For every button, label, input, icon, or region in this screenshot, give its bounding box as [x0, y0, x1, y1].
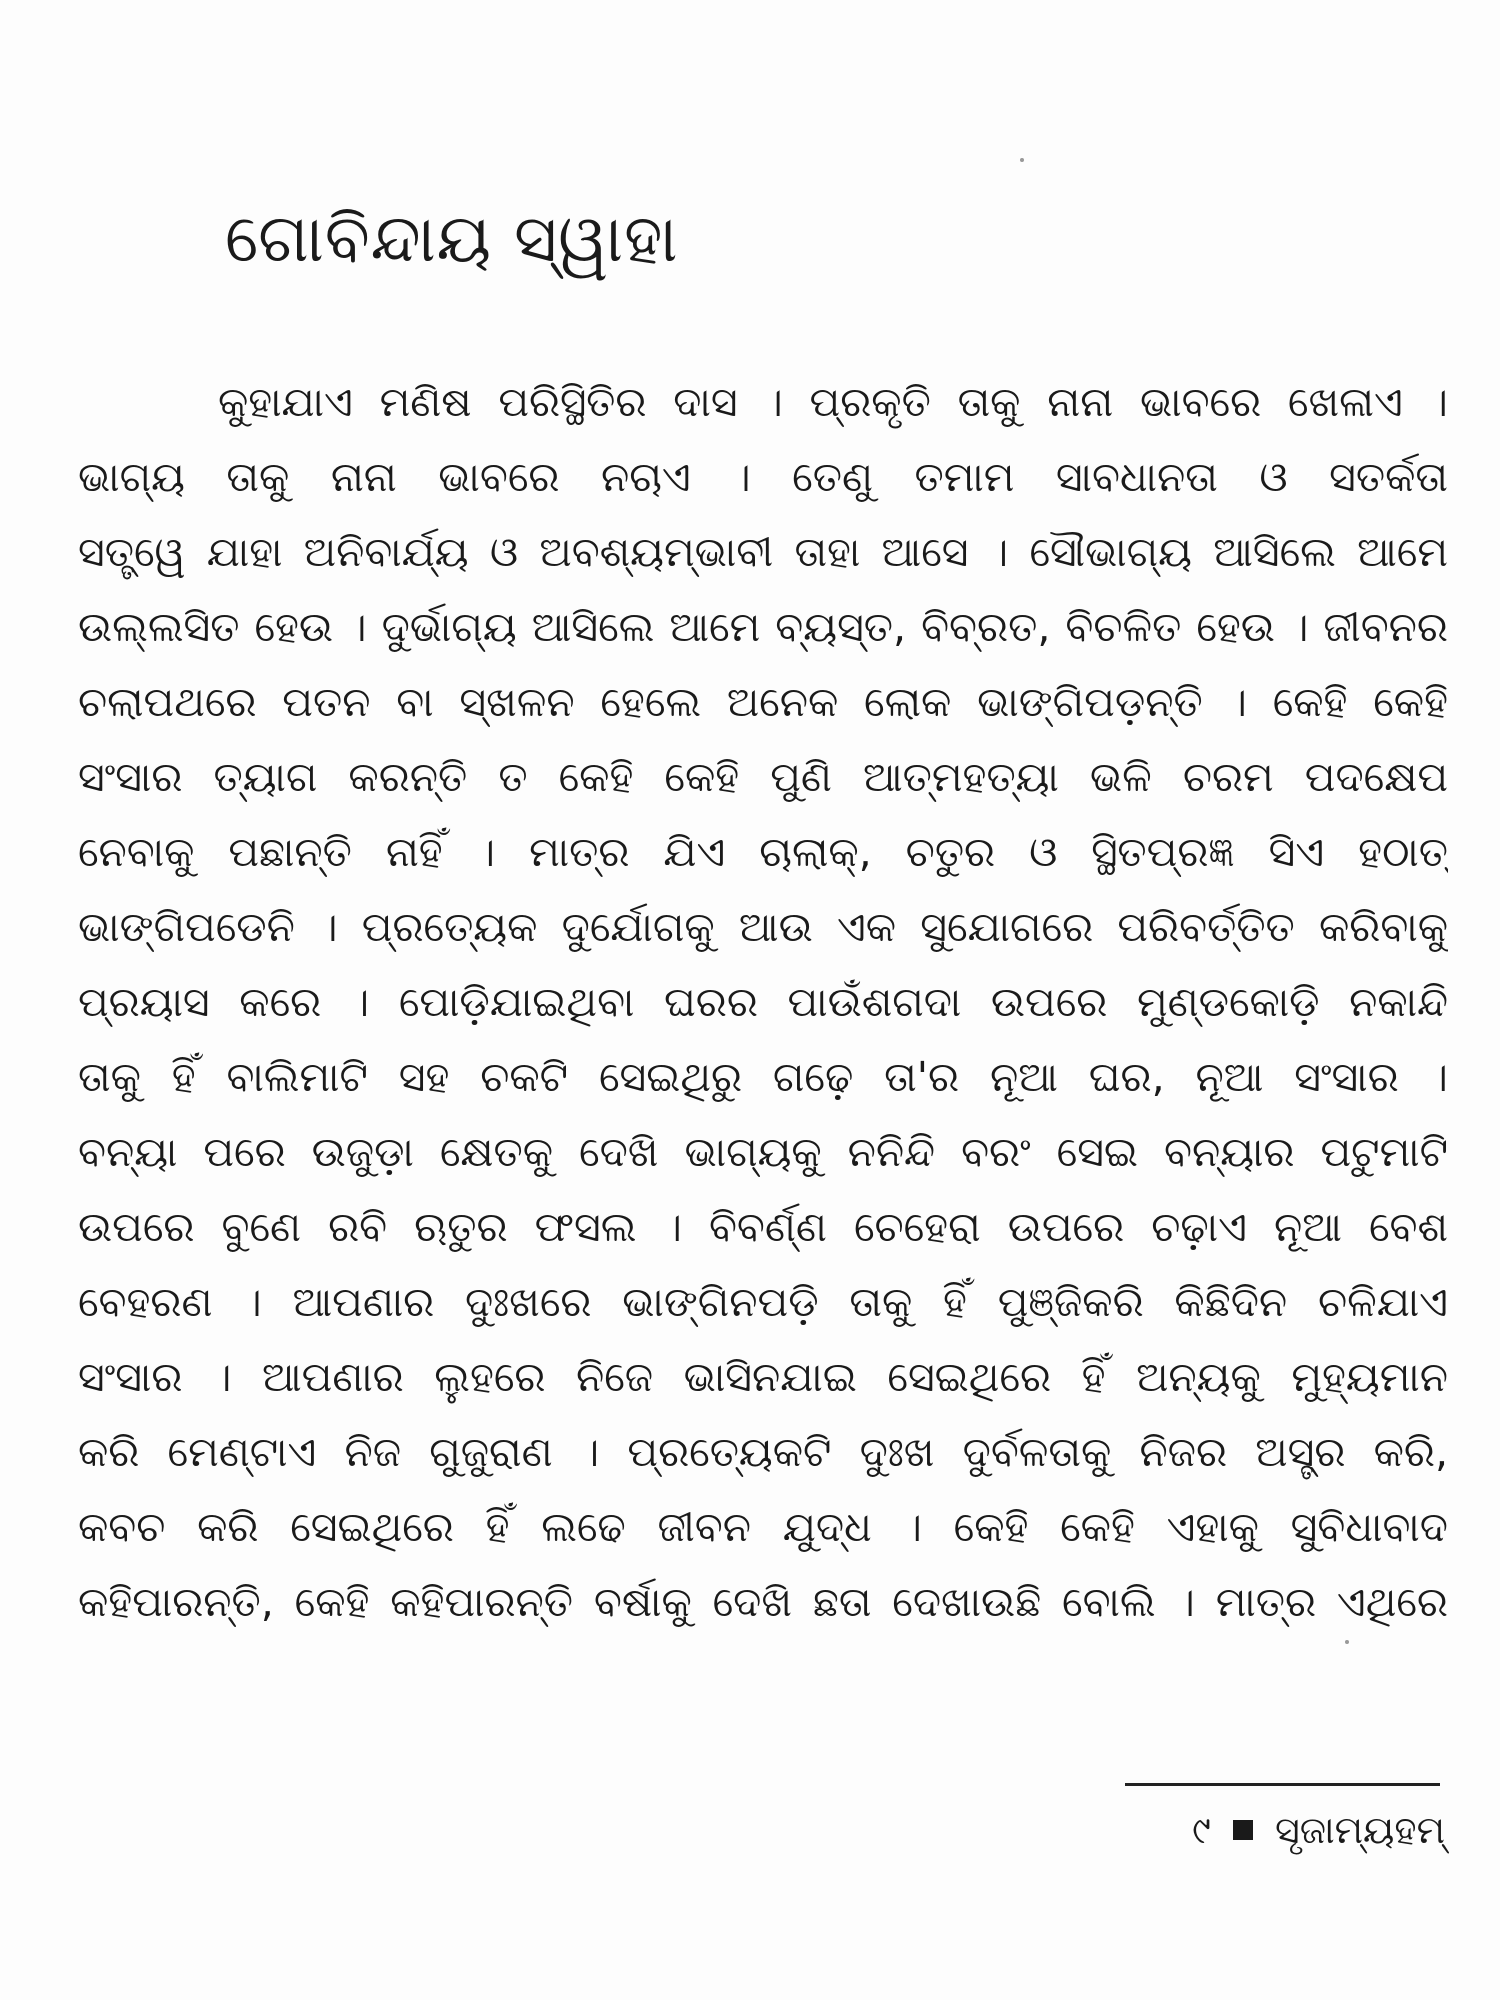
text-line: ସଂସାର ତ୍ୟାଗ କରନ୍ତି ତ କେହି କେହି ପୁଣି ଆତ୍ମହତ୍ୟା ଭଳି ଚରମ ପଦକ୍ଷେପ — [78, 753, 1448, 801]
text-line: ପ୍ରୟାସ କରେ । ପୋଡ଼ିଯାଇଥିବା ଘରର ପାଉଁଶଗଦା ଉପରେ ମୁଣ୍ଡକୋଡ଼ି ନକାନ୍ଦି — [78, 978, 1448, 1026]
text-line: ତାକୁ ହିଁ ବାଲିମାଟି ସହ ଚକଟି ସେଇଥିରୁ ଗଢ଼େ ତା'ର ନୂଆ ଘର, ନୂଆ ସଂସାର । — [78, 1053, 1448, 1101]
text-line: କୁହାଯାଏ ମଣିଷ ପରିସ୍ଥିତିର ଦାସ । ପ୍ରକୃତି ତାକୁ ନାନା ଭାବରେ ଖେଳାଏ । — [218, 378, 1448, 426]
square-bullet-icon — [1233, 1820, 1253, 1840]
text-line: ବେହରଣ । ଆପଣାର ଦୁଃଖରେ ଭାଙ୍ଗିନପଡ଼ି ତାକୁ ହିଁ ପୁଞ୍ଜିକରି କିଛିଦିନ ଚଳିଯାଏ — [78, 1278, 1448, 1326]
text-line: ସତ୍ତ୍ୱେ ଯାହା ଅନିବାର୍ଯ୍ୟ ଓ ଅବଶ୍ୟମ୍ଭାବୀ ତାହା ଆସେ । ସୌଭାଗ୍ୟ ଆସିଲେ ଆମେ — [78, 528, 1448, 576]
footer-rule — [1125, 1783, 1440, 1786]
text-line: ଚଲାପଥରେ ପତନ ବା ସ୍ଖଳନ ହେଲେ ଅନେକ ଲୋକ ଭାଙ୍ଗିପଡ଼ନ୍ତି । କେହି କେହି — [78, 678, 1448, 726]
text-line: ବନ୍ୟା ପରେ ଉଜୁଡ଼ା କ୍ଷେତକୁ ଦେଖି ଭାଗ୍ୟକୁ ନନିନ୍ଦି ବରଂ ସେଇ ବନ୍ୟାର ପଟୁମାଟି — [78, 1128, 1448, 1176]
text-line: ଉପରେ ବୁଣେ ରବି ଋତୁର ଫସଲ । ବିବର୍ଣ୍ଣ ଚେହେରା ଉପରେ ଚଢ଼ାଏ ନୂଆ ବେଶ — [78, 1203, 1448, 1251]
chapter-title: ଗୋବିନ୍ଦାୟ ସ୍ୱାହା — [225, 200, 679, 278]
paper-speck — [1345, 1640, 1349, 1644]
text-line: ନେବାକୁ ପଛାନ୍ତି ନାହିଁ । ମାତ୍ର ଯିଏ ଚାଲାକ୍, ଚତୁର ଓ ସ୍ଥିତପ୍ରଜ୍ଞ ସିଏ ହଠାତ୍ — [78, 828, 1448, 876]
paper-speck — [1020, 158, 1024, 162]
page-footer — [1110, 1795, 1445, 1865]
text-line: ଭାଙ୍ଗିପଡେନି । ପ୍ରତ୍ୟେକ ଦୁର୍ଯୋଗକୁ ଆଉ ଏକ ସୁଯୋଗରେ ପରିବର୍ତ୍ତିତ କରିବାକୁ — [78, 903, 1448, 951]
text-line: କରି ମେଣ୍ଟାଏ ନିଜ ଗୁଜୁରାଣ । ପ୍ରତ୍ୟେକଟି ଦୁଃଖ ଦୁର୍ବଳତାକୁ ନିଜର ଅସ୍ତ୍ର କରି, — [78, 1428, 1448, 1476]
text-line: ଉଲ୍ଲସିତ ହେଉ । ଦୁର୍ଭାଗ୍ୟ ଆସିଲେ ଆମେ ବ୍ୟସ୍ତ, ବିବ୍ରତ, ବିଚଳିତ ହେଉ । ଜୀବନର — [78, 603, 1448, 651]
text-line: କବଚ କରି ସେଇଥିରେ ହିଁ ଲଢେ ଜୀବନ ଯୁଦ୍ଧ । କେହି କେହି ଏହାକୁ ସୁବିଧାବାଦ — [78, 1503, 1448, 1551]
body-text — [78, 365, 1448, 1640]
text-line: ଭାଗ୍ୟ ତାକୁ ନାନା ଭାବରେ ନଚାଏ । ତେଣୁ ତମାମ ସାବଧାନତା ଓ ସତର୍କତା — [78, 453, 1448, 501]
text-line: ସଂସାର । ଆପଣାର ଲୁହରେ ନିଜେ ଭାସିନଯାଇ ସେଇଥିରେ ହିଁ ଅନ୍ୟକୁ ମୁହ୍ୟମାନ — [78, 1353, 1448, 1401]
book-title: ସୃଜାମ୍ୟହମ୍ — [1274, 1807, 1445, 1852]
text-line: କହିପାରନ୍ତି, କେହି କହିପାରନ୍ତି ବର୍ଷାକୁ ଦେଖି ଛତା ଦେଖାଉଛି ବୋଲି । ମାତ୍ର ଏଥିରେ — [78, 1578, 1448, 1626]
page-number: ୯ — [1192, 1807, 1211, 1852]
